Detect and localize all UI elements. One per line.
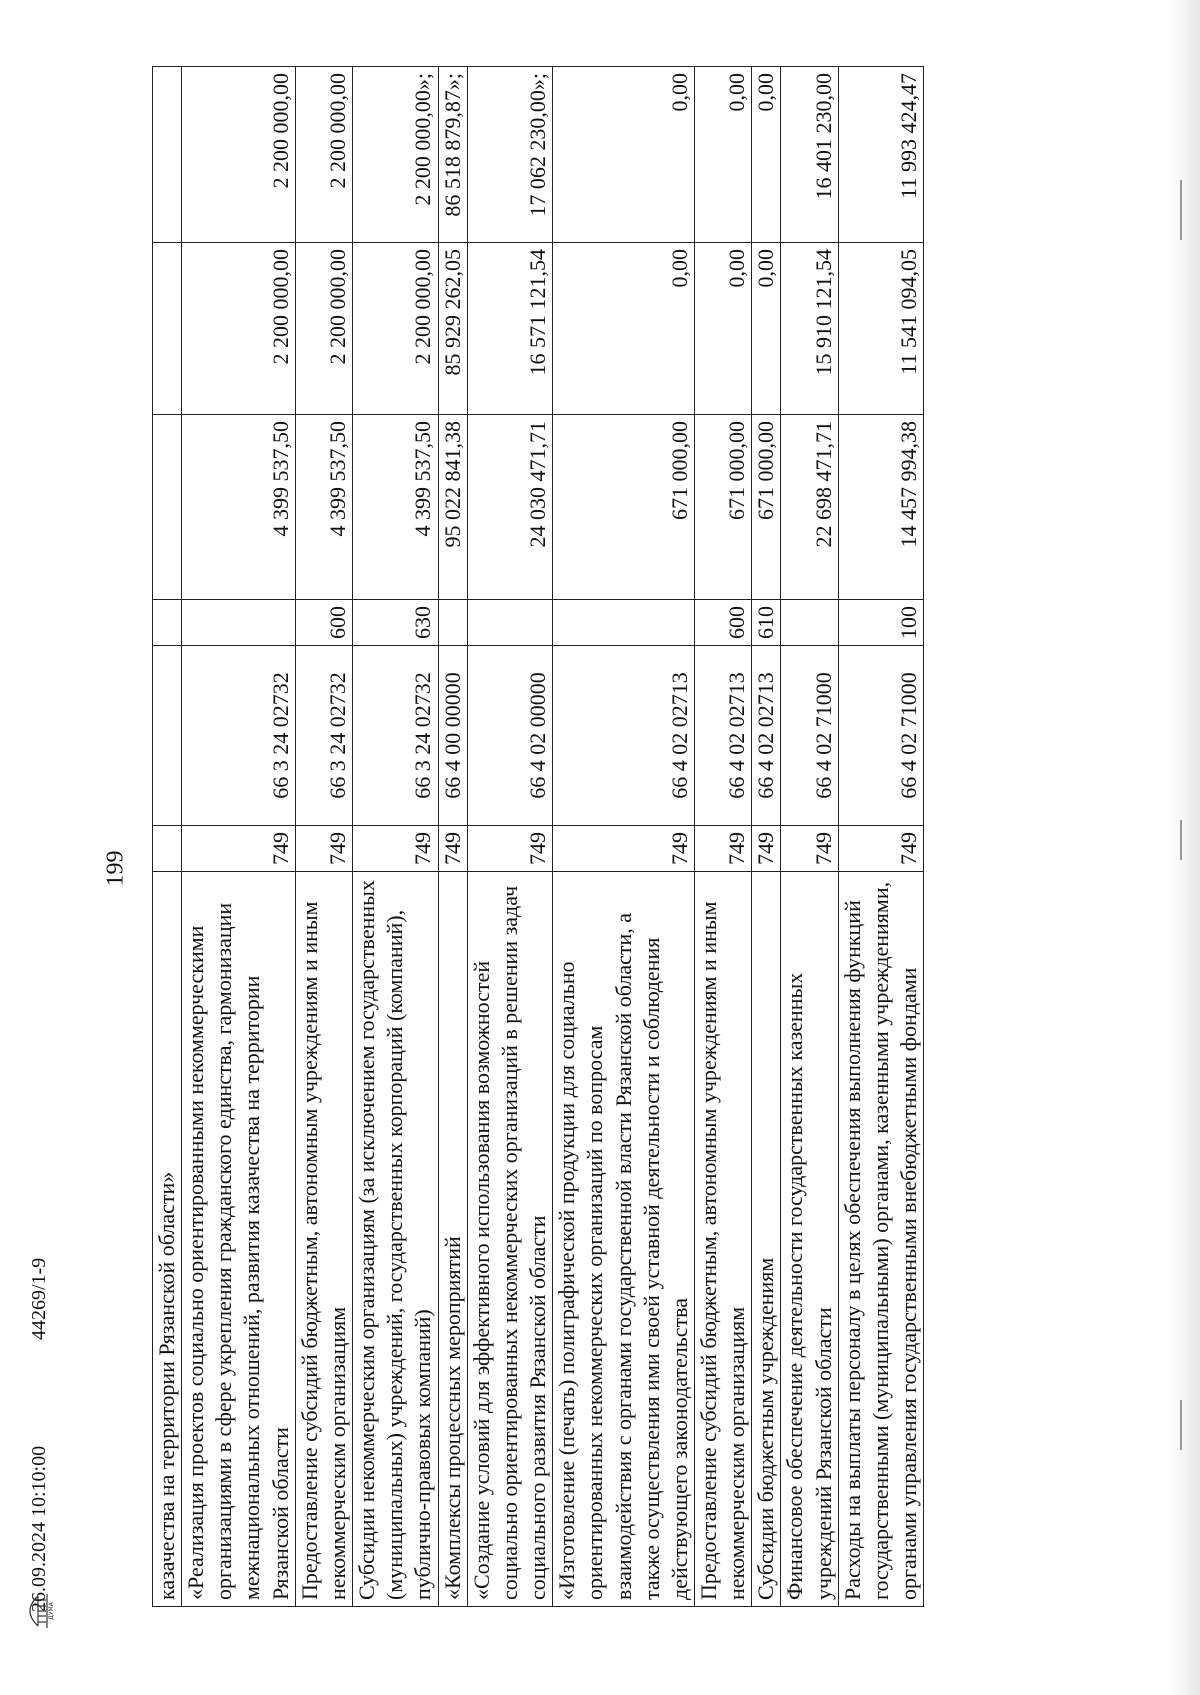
- table-row: [153, 67, 182, 1607]
- row-name: Расходы на выплаты персоналу в целях обеспечения выполнения функций государственными (муниципальными) органами, казенными учреждениями, органами управления государственными внебюджетными фондами: [838, 872, 923, 1607]
- row-vr: [553, 600, 695, 646]
- table-row: [752, 67, 781, 1607]
- row-value-3: 0,00: [752, 67, 781, 243]
- row-vr: 630: [353, 600, 438, 646]
- row-cs: 66 4 02 02713: [694, 646, 751, 826]
- row-value-1: 95 022 841,38: [438, 415, 467, 600]
- row-value-1: 671 000,00: [553, 415, 695, 600]
- row-value-2: 85 929 262,05: [438, 243, 467, 415]
- row-value-2: 0,00: [752, 243, 781, 415]
- row-gr: 749: [553, 826, 695, 872]
- row-name: Субсидии бюджетным учреждениям: [752, 872, 781, 1607]
- row-value-3: 0,00: [553, 67, 695, 243]
- department-stamp: [0, 974, 182, 1036]
- row-value-2: 11 541 094,05: [838, 243, 923, 415]
- row-gr: 749: [438, 826, 467, 872]
- table-row: [694, 67, 751, 1607]
- table-row: [553, 67, 695, 1607]
- scan-edge: [1168, 0, 1200, 1695]
- table-row: [295, 67, 352, 1607]
- row-gr: 749: [182, 826, 296, 872]
- scan-mark: [1180, 820, 1182, 860]
- row-vr: 100: [838, 600, 923, 646]
- row-vr: [781, 600, 838, 646]
- row-name: Предоставление субсидий бюджетным, автономным учреждениям и иным некоммерческим организациям: [694, 872, 751, 1607]
- row-value-3: [153, 67, 182, 243]
- row-value-2: 0,00: [553, 243, 695, 415]
- row-vr: [467, 600, 552, 646]
- row-value-2: 0,00: [694, 243, 751, 415]
- row-value-3: 11 993 424,47: [838, 67, 923, 243]
- row-vr: [438, 600, 467, 646]
- row-gr: 749: [467, 826, 552, 872]
- row-value-1: 14 457 994,38: [838, 415, 923, 600]
- table-row: [467, 67, 552, 1607]
- table-row: [438, 67, 467, 1607]
- row-gr: 749: [781, 826, 838, 872]
- logo-text: ДУМА: [48, 1602, 55, 1620]
- row-value-1: 671 000,00: [752, 415, 781, 600]
- row-value-3: 16 401 230,00: [781, 67, 838, 243]
- row-value-3: 0,00: [694, 67, 751, 243]
- scan-mark: [1180, 1400, 1182, 1450]
- row-vr: [153, 600, 182, 646]
- row-value-2: 2 200 000,00: [295, 243, 352, 415]
- row-value-1: 22 698 471,71: [781, 415, 838, 600]
- row-gr: 749: [353, 826, 438, 872]
- row-name: «Создание условий для эффективного использования возможностей социально ориентированных некоммерческих организаций в решении задач социального развития Рязанской области: [467, 872, 552, 1607]
- row-value-2: 2 200 000,00: [353, 243, 438, 415]
- row-value-3: 2 200 000,00»;: [353, 67, 438, 243]
- page-number: 199: [102, 850, 129, 887]
- row-gr: 749: [295, 826, 352, 872]
- row-name: казачества на территории Рязанской области»: [153, 872, 182, 1607]
- table-row: [781, 67, 838, 1607]
- row-value-1: 4 399 537,50: [295, 415, 352, 600]
- row-cs: 66 4 02 71000: [781, 646, 838, 826]
- row-cs: 66 3 24 02732: [295, 646, 352, 826]
- row-name: Финансовое обеспечение деятельности государственных казенных учреждений Рязанской области: [781, 872, 838, 1607]
- row-vr: 600: [694, 600, 751, 646]
- row-value-1: 4 399 537,50: [182, 415, 296, 600]
- footer-date: 26.09.2024 10:10:00: [28, 1445, 50, 1612]
- row-value-3: 17 062 230,00»;: [467, 67, 552, 243]
- row-name: «Изготовление (печать) полиграфической продукции для социально ориентированных некоммерческих организаций по вопросам взаимодействия с органами государственной власти Рязанской области, а также осуществления ими своей уставной деятельности и соблюдения действующего законодательства: [553, 872, 695, 1607]
- row-cs: [153, 646, 182, 826]
- scan-mark: [1180, 180, 1182, 240]
- row-gr: 749: [838, 826, 923, 872]
- row-vr: 610: [752, 600, 781, 646]
- table-row: [182, 67, 296, 1607]
- row-vr: [182, 600, 296, 646]
- row-value-3: 2 200 000,00: [295, 67, 352, 243]
- row-name: Предоставление субсидий бюджетным, автономным учреждениям и иным некоммерческим организациям: [295, 872, 352, 1607]
- row-value-2: 16 571 121,54: [467, 243, 552, 415]
- row-cs: 66 3 24 02732: [353, 646, 438, 826]
- row-value-1: 671 000,00: [694, 415, 751, 600]
- row-value-3: 86 518 879,87»;: [438, 67, 467, 243]
- row-value-2: 2 200 000,00: [182, 243, 296, 415]
- row-value-1: 24 030 471,71: [467, 415, 552, 600]
- row-gr: 749: [694, 826, 751, 872]
- footer-doc-code: 44269/1-9: [28, 1257, 50, 1340]
- row-name: «Реализация проектов социально ориентированными некоммерческими организациями в сфере укрепления гражданского единства, гармонизации межнациональных отношений, развития казачества на территории Рязанской области: [182, 872, 296, 1607]
- row-cs: 66 4 02 71000: [838, 646, 923, 826]
- rotated-table-container: [152, 67, 1026, 1607]
- row-gr: 749: [752, 826, 781, 872]
- row-cs: 66 4 00 00000: [438, 646, 467, 826]
- row-name: «Комплексы процессных мероприятий: [438, 872, 467, 1607]
- table-row: [838, 67, 923, 1607]
- table-row: [353, 67, 438, 1607]
- row-vr: 600: [295, 600, 352, 646]
- row-gr: [153, 826, 182, 872]
- row-cs: 66 4 02 00000: [467, 646, 552, 826]
- row-name: Субсидии некоммерческим организациям (за исключением государственных (муниципальных) учреждений, государственных корпораций (компаний), публично-правовых компаний): [353, 872, 438, 1607]
- duma-logo-icon: [12, 1590, 54, 1632]
- row-value-1: [153, 415, 182, 600]
- row-value-2: 15 910 121,54: [781, 243, 838, 415]
- row-value-2: [153, 243, 182, 415]
- row-cs: 66 4 02 02713: [752, 646, 781, 826]
- row-cs: 66 3 24 02732: [182, 646, 296, 826]
- row-cs: 66 4 02 02713: [553, 646, 695, 826]
- row-value-3: 2 200 000,00: [182, 67, 296, 243]
- budget-table: [152, 66, 924, 1607]
- row-value-1: 4 399 537,50: [353, 415, 438, 600]
